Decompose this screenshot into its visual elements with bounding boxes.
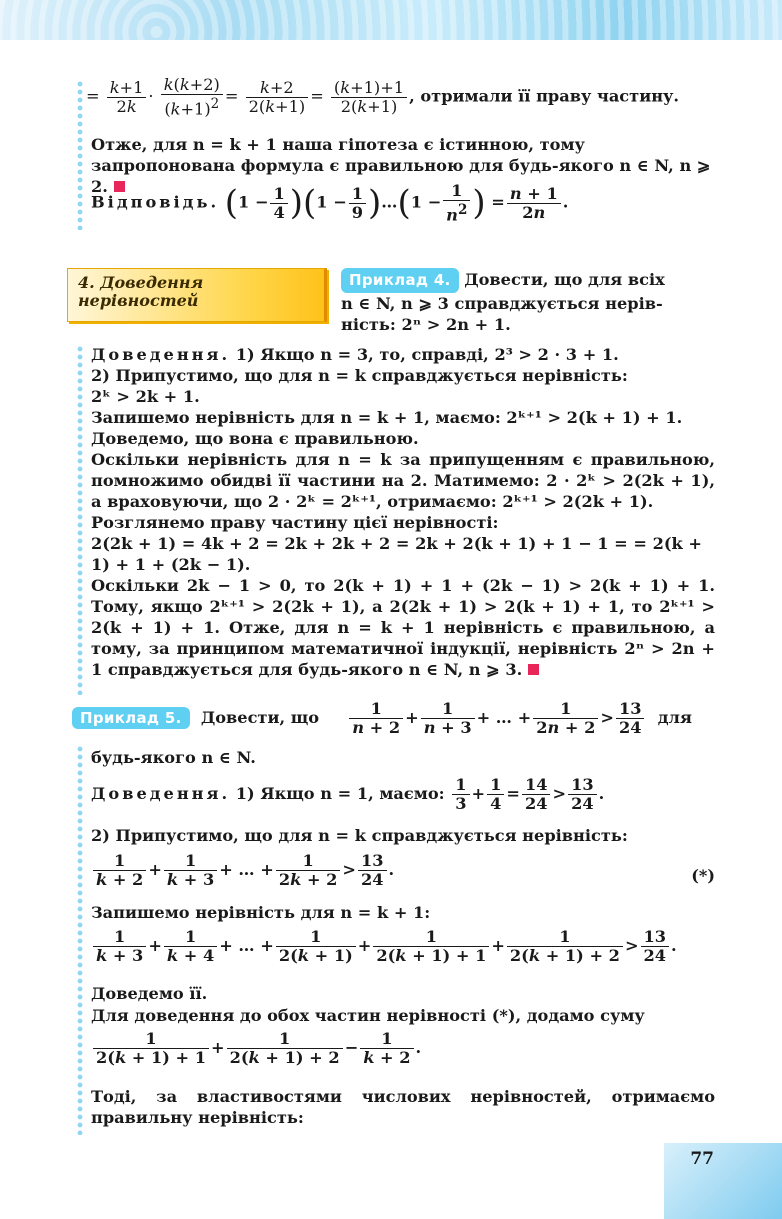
equation-tail: , отримали її праву частину.	[409, 86, 680, 106]
proof-line: Оскільки 2k − 1 > 0, то 2(k + 1) + 1 + (2k − 1) > 2(k + 1) + 1. Тому, якщо 2ᵏ⁺¹ > 2(2k + 1), а 2(2k + 1) > 2(k + 1) + 1, то 2ᵏ⁺¹ > 2(k + 1) + 1. Отже, для n = k + 1 нерівність є правильною, а тому, за принципом математичної індукції, нерівність 2ⁿ > 2n + 1 справджується для будь-якого n ∈ N, n ⩾ 3.	[91, 576, 715, 679]
example5-badge: Приклад 5.	[72, 707, 190, 729]
section-title-line1: 4. Доведення	[78, 273, 204, 292]
proof-label: Доведення.	[91, 784, 231, 803]
conclusion-text: Отже, для n = k + 1 наша гіпотеза є істинною, тому запропонована формула є правильною для будь-якого n ∈ N, n ⩾ 2.	[91, 135, 711, 196]
proof-line: Доведемо, що вона є правильною.	[91, 429, 419, 448]
proof-line: 2ᵏ > 2k + 1.	[91, 387, 200, 406]
example4-statement-c: ність: 2ⁿ > 2n + 1.	[341, 315, 511, 334]
step1-text: 1) Якщо n = 1, маємо:	[235, 784, 445, 803]
proof-line: 1) Якщо n = 3, то, справді, 2³ > 2 · 3 + 1.	[235, 345, 619, 364]
section-title	[78, 274, 318, 310]
example4-proof	[91, 344, 715, 680]
proof-line: 2(2k + 1) = 4k + 2 = 2k + 2k + 2 = 2k + 2(k + 1) + 1 − 1 = = 2(k + 1) + 1 + (2k − 1).	[91, 534, 702, 574]
margin-dots	[77, 345, 83, 695]
proof-line: Розглянемо праву частину цієї нерівності:	[91, 513, 499, 532]
end-of-proof-square	[528, 664, 539, 675]
proof-label: Доведення.	[91, 345, 231, 364]
then-paragraph: Тоді, за властивостями числових нерівностей, отримаємо правильну нерівність:	[91, 1087, 715, 1127]
example5-tail: для	[657, 708, 692, 727]
example5-step2: 2) Припустимо, що для n = k справджується нерівність:	[91, 826, 628, 845]
example4-badge: Приклад 4.	[341, 268, 459, 293]
answer-line: Відповідь. (1 − $\frac{1}{4}$ )(1 − $\frac{1}{9}$ )…(1 − $\frac{1}{n^2}$ ) = $\frac{n + 1}{2n}$ .	[91, 181, 569, 225]
example4-statement-b: n ∈ N, n ⩾ 3 справджується нерів-	[341, 294, 663, 313]
example5-line2: будь-якого n ∈ N.	[91, 748, 256, 767]
equation-continuation: = $\frac{k+1}{2k}$ · $\frac{k(k+2)}{(k+1)^2}$ = $\frac{k+2}{2(k+1)}$ = $\frac{(k+1)+1}{2(k+1)}$ , отримали її праву частину.	[86, 75, 680, 119]
example5-step1: Доведення. 1) Якщо n = 1, маємо: $\frac{1}{3}$ + $\frac{1}{4}$ = $\frac{14}{24}$ > $\frac{13}{24}$ .	[91, 775, 605, 813]
page-number: 77	[690, 1149, 714, 1169]
proof-line: Оскільки нерівність для n = k за припущенням є правильною, помножимо обидві її частини на 2. Матимемо: 2 · 2ᵏ > 2(2k + 1), а враховуючи, що 2 · 2ᵏ = 2ᵏ⁺¹, отримаємо: 2ᵏ⁺¹ > 2(2k + 1).	[91, 450, 715, 511]
star-label: (*)	[691, 866, 715, 885]
prove-it-line: Доведемо її.	[91, 984, 208, 1003]
section-title-line2: нерівностей	[78, 291, 199, 310]
top-decorative-banner	[0, 0, 782, 40]
proof-line: 2) Припустимо, що для n = k справджується нерівність:	[91, 366, 628, 385]
example4-statement	[341, 268, 721, 335]
added-sum: $\frac{1}{2(k + 1) + 1}$ + $\frac{1}{2(k + 1) + 2}$ − $\frac{1}{k + 2}$ .	[91, 1030, 721, 1067]
answer-label: Відповідь.	[91, 192, 220, 212]
margin-dots	[77, 745, 83, 1135]
inequality-star: $\frac{1}{k + 2}$ + $\frac{1}{k + 3}$ + … + $\frac{1}{2k + 2}$ > $\frac{13}{24}$ . (*)	[91, 852, 721, 889]
proof-line: Запишемо нерівність для n = k + 1, маємо: 2ᵏ⁺¹ > 2(k + 1) + 1.	[91, 408, 683, 427]
margin-dots	[77, 80, 83, 230]
example4-statement-a: Довести, що для всіх	[464, 270, 665, 289]
corner-decoration	[664, 1143, 782, 1219]
inequality-k-plus-1: $\frac{1}{k + 3}$ + $\frac{1}{k + 4}$ + … + $\frac{1}{2(k + 1)}$ + $\frac{1}{2(k + 1) + 1}$ + $\frac{1}{2(k + 1) + 2}$ > $\frac{13}{24}$ .	[91, 928, 721, 965]
example5-lead: Довести, що	[200, 708, 320, 727]
example5-statement: Приклад 5. Довести, що $\frac{1}{n + 2}$ + $\frac{1}{n + 3}$ + … + $\frac{1}{2n + 2}$ > $\frac{13}{24}$ для	[72, 700, 702, 737]
add-sum-line: Для доведення до обох частин нерівності (*), додамо суму	[91, 1006, 645, 1025]
write-for-line: Запишемо нерівність для n = k + 1:	[91, 903, 431, 922]
